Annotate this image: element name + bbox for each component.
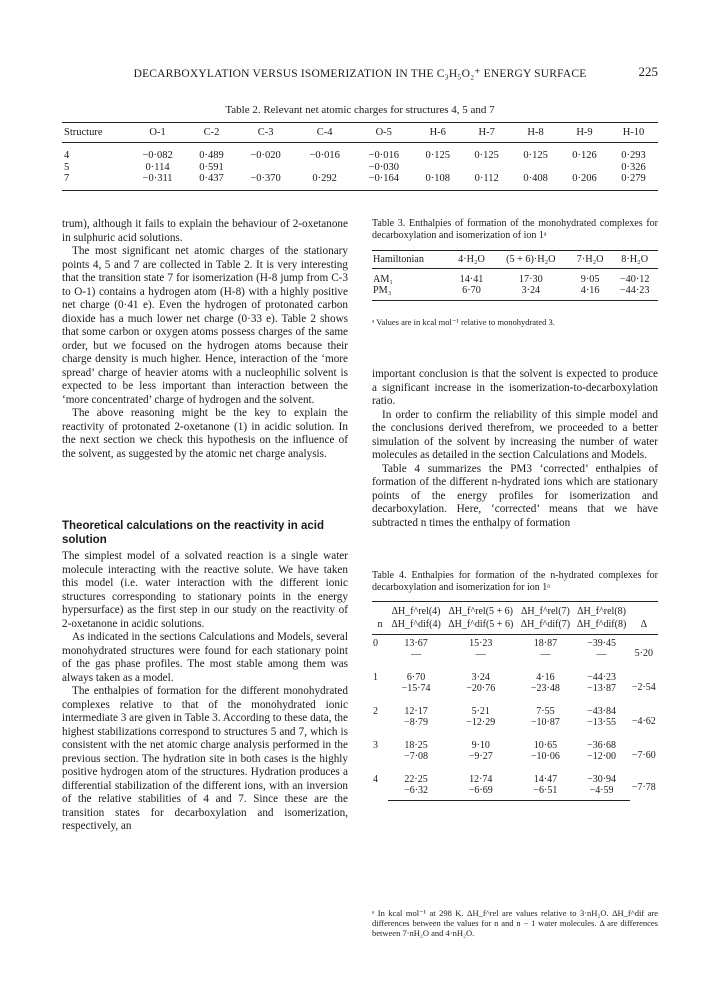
table-cell: −13·87 <box>587 683 617 694</box>
table-row-relative <box>372 703 658 717</box>
table-cell: 4 <box>64 150 70 161</box>
table-cell <box>295 162 354 174</box>
table-cell: 22·25 <box>404 774 428 785</box>
table-row-relative <box>372 771 658 785</box>
table-cell: 18·25 <box>404 740 428 751</box>
table-cell: −7·08 <box>404 751 429 762</box>
left-column-section <box>62 550 348 834</box>
column-header: H-8 <box>511 123 560 143</box>
table-cell: −40·12 <box>619 274 650 285</box>
table-cell <box>462 162 511 174</box>
column-header: ΔH_f^rel(7) <box>517 602 573 619</box>
table-cell: −23·48 <box>530 683 560 694</box>
table-cell: AM₁ <box>373 274 393 285</box>
table-cell: −0·016 <box>309 150 340 161</box>
table3 <box>372 250 658 301</box>
table-cell: −43·84 <box>587 706 617 717</box>
table-cell: 3·24 <box>493 285 569 301</box>
column-header: ΔH_f^dif(7) <box>517 618 573 635</box>
table3-footnote: ᵃ Values are in kcal mol⁻¹ relative to monohydrated 3. <box>372 317 555 327</box>
table-cell: 10·65 <box>533 740 558 751</box>
delta-cell: −7·78 <box>631 781 656 793</box>
table-row-difference <box>372 717 658 737</box>
running-head <box>62 66 658 80</box>
table4-footnote: ᵃ In kcal mol⁻¹ at 298 K. ΔH_f^rel are values relative to 3·nH₂O. ΔH_f^dif are differences between the values for n and n − 1 water molecules. Δ are differences between 7·nH₂O and 4·nH₂O. <box>372 908 658 938</box>
column-header: C-3 <box>236 123 295 143</box>
table-row-relative <box>372 669 658 683</box>
paragraph: trum), although it fails to explain the behaviour of 2-oxetanone in sulphuric acid solutions. <box>62 218 348 244</box>
delta-cell: −7·60 <box>631 750 656 761</box>
table-cell: 6·70 <box>450 285 493 301</box>
table-cell: 6·70 <box>406 672 426 683</box>
table-cell <box>560 162 609 174</box>
table-cell: — <box>411 649 422 660</box>
table-cell: 0·108 <box>413 173 462 190</box>
table-cell: −0·016 <box>368 150 399 161</box>
table-cell: −20·76 <box>466 683 496 694</box>
table-cell: −10·87 <box>530 717 560 728</box>
row-n: 2 <box>373 706 378 717</box>
table-cell: 12·74 <box>469 774 493 785</box>
table-cell: 0·125 <box>474 150 499 161</box>
table-cell: 0·292 <box>295 173 354 190</box>
column-header: ΔH_f^rel(4) <box>388 602 444 619</box>
table-row <box>62 173 658 190</box>
row-n: 3 <box>373 740 378 751</box>
table-cell: 0·293 <box>621 150 646 161</box>
table-cell: — <box>540 649 551 660</box>
paragraph: The most significant net atomic charges of the stationary points 4, 5 and 7 are collected in Table 2. It is very interesting that the transition state 7 for isomerization (H-8 jump from C-3 to O-1) contains a hydrogen atom (H-8) with a highly positive net charge (0·41 e). Even the hydrogen of protonated carbon dioxide has a much lower net charge (0·33 e). Table 2 shows that some carbon or oxygen atoms possess charges of the same order, but we focused on the hydrogen atoms because their charge density is much higher. Hence, interaction of the ‘more spread’ charge of heavier atoms with a nucleophilic solvent is expected to be less important than interaction between the ‘more concentrated’ charge of hydrogen and the solvent. <box>62 245 348 406</box>
column-header: H-6 <box>413 123 462 143</box>
column-header: H-10 <box>609 123 658 143</box>
column-header: 4·H₂O <box>450 251 493 269</box>
column-header: O-5 <box>354 123 413 143</box>
column-header: (5 + 6)·H₂O <box>493 251 569 269</box>
table-row <box>62 143 658 162</box>
table-row-difference <box>372 751 658 771</box>
table-cell: −15·74 <box>401 683 431 694</box>
column-header: C-2 <box>187 123 236 143</box>
table-cell: 4·16 <box>536 672 555 683</box>
column-header: ΔH_f^dif(5 + 6) <box>444 618 517 635</box>
table-row-difference <box>372 785 658 801</box>
column-header: ΔH_f^dif(8) <box>573 618 629 635</box>
table-cell: 0·125 <box>523 150 548 161</box>
table-row <box>372 285 658 301</box>
column-header: H-7 <box>462 123 511 143</box>
column-header <box>630 602 658 619</box>
table3-caption: Table 3. Enthalpies of formation of the monohydrated complexes for decarboxylation and isomerization of ion 1ᵃ <box>372 218 658 241</box>
table4-caption: Table 4. Enthalpies for formation of the n-hydrated complexes for decarboxylation and isomerization for ion 1ᵃ <box>372 570 658 593</box>
table-cell: −13·55 <box>587 717 617 728</box>
table-cell: PM₃ <box>372 285 450 301</box>
table-cell <box>413 162 462 174</box>
table-row-relative <box>372 635 658 650</box>
table-cell: 0·591 <box>199 161 224 173</box>
table-cell: 14·41 <box>459 274 484 285</box>
table-row-difference <box>372 649 658 669</box>
table-cell: −9·27 <box>468 751 493 762</box>
table-cell: 5·21 <box>471 706 490 717</box>
table-cell: 15·23 <box>469 638 493 649</box>
delta-cell: −4·62 <box>631 716 656 727</box>
column-header: H-9 <box>560 123 609 143</box>
column-header: Δ <box>630 618 658 635</box>
column-header: O-1 <box>128 123 187 143</box>
table-cell: 0·126 <box>572 150 597 161</box>
column-header: ΔH_f^rel(5 + 6) <box>444 602 517 619</box>
table-cell: −44·23 <box>587 672 617 683</box>
table-cell: 0·279 <box>609 173 658 190</box>
table2 <box>62 122 658 191</box>
table-cell: −36·68 <box>587 740 617 751</box>
table-cell: −30·94 <box>587 774 617 785</box>
table-cell: −10·06 <box>530 751 560 762</box>
table-cell: 0·408 <box>511 173 560 190</box>
table-cell: 3·24 <box>471 672 490 683</box>
row-n: 4 <box>373 774 378 785</box>
table-cell: 0·437 <box>187 173 236 190</box>
page-number: 225 <box>638 64 658 79</box>
table-cell: −6·69 <box>444 785 517 801</box>
row-n: 0 <box>373 638 378 649</box>
table-cell: 0·114 <box>145 161 170 173</box>
table-cell: 12·17 <box>404 706 428 717</box>
table-cell: 4·16 <box>569 285 612 301</box>
table-cell: −6·32 <box>388 785 444 801</box>
table-cell: −12·29 <box>466 717 496 728</box>
table-cell: — <box>596 649 607 660</box>
table-cell: 0·489 <box>199 150 224 161</box>
table-cell: −4·59 <box>573 785 629 801</box>
table-cell: 5 <box>64 161 70 173</box>
table-cell <box>511 162 560 174</box>
table-cell: −0·020 <box>250 150 281 161</box>
delta-cell: −2·54 <box>631 682 656 693</box>
running-title: DECARBOXYLATION VERSUS ISOMERIZATION IN THE C₃H₅O₂⁺ ENERGY SURFACE <box>133 68 587 80</box>
table-cell: 0·125 <box>425 150 450 161</box>
table2-caption: Table 2. Relevant net atomic charges for structures 4, 5 and 7 <box>225 104 495 116</box>
table-cell: −0·311 <box>128 173 187 190</box>
column-header: n <box>372 618 388 635</box>
table-cell: 13·67 <box>404 638 428 649</box>
column-header <box>372 602 388 619</box>
table-cell: 9·10 <box>471 740 490 751</box>
table-cell: 17·30 <box>518 274 543 285</box>
column-header: Hamiltonian <box>372 251 450 269</box>
paragraph: The above reasoning might be the key to explain the reactivity of protonated 2-oxetanone (1) in acidic solution. In the next section we check this hypothesis on the influence of the solvent, as suggested by the atomic net charge analysis. <box>62 407 348 460</box>
table-cell: 14·47 <box>533 774 558 785</box>
table-cell: −8·79 <box>404 717 429 728</box>
column-header: 8·H₂O <box>611 251 658 269</box>
table-cell: −0·164 <box>354 173 413 190</box>
row-n: 1 <box>373 672 378 683</box>
paragraph: In order to confirm the reliability of this simple model and the conclusions derived therefrom, we proceeded to a better simulation of the solvent by increasing the number of water molecules as detailed in the section Calculations and Models. <box>372 408 658 461</box>
table-row-difference <box>372 683 658 703</box>
column-header: C-4 <box>295 123 354 143</box>
table-row <box>62 162 658 174</box>
column-header: 7·H₂O <box>569 251 612 269</box>
table-cell <box>236 162 295 174</box>
table-cell: −12·00 <box>587 751 617 762</box>
table-cell: −39·45 <box>587 638 617 649</box>
table-cell: −0·030 <box>368 161 399 173</box>
column-header: ΔH_f^rel(8) <box>573 602 629 619</box>
table-row-relative <box>372 737 658 751</box>
table-row <box>372 269 658 286</box>
table4 <box>372 601 658 801</box>
table-cell: −44·23 <box>611 285 658 301</box>
table-cell: 0·112 <box>462 173 511 190</box>
paragraph: The enthalpies of formation for the different monohydrated complexes relative to that of the monohydrated ionic intermediate 3 are given in Table 3. According to these data, the highest stabilizations correspond to structures 5 and 7, which is consistent with the net atomic charge analysis performed in the previous section. The hydration site in both cases is the highly positive hydrogen atom of the structures. Hydration produces a differential stabilization of the different ions, with an inversion of the relative stabilities of 4 and 7. Since these are the transition states for decarboxylation and isomerization, respectively, an <box>62 685 348 832</box>
table-cell: −0·082 <box>142 150 173 161</box>
paragraph: important conclusion is that the solvent is expected to produce a significant increase in the isomerization-to-decarboxylation ratio. <box>372 368 658 407</box>
table-cell: −6·51 <box>517 785 573 801</box>
table-cell: −0·370 <box>236 173 295 190</box>
column-header: ΔH_f^dif(4) <box>388 618 444 635</box>
paragraph: The simplest model of a solvated reaction is a single water molecule interacting with the reactive solute. We have taken this model (i.e. water interaction with the different ionic structures corresponding to stationary points in the energy hypersurface) as the first step in our study on the reactivity of 2-oxetanone in acidic solutions. <box>62 550 348 630</box>
table-cell: — <box>475 649 486 660</box>
table-cell: 0·206 <box>560 173 609 190</box>
table-cell: 7·55 <box>536 706 555 717</box>
table-cell: 7 <box>62 173 128 190</box>
paragraph: Table 4 summarizes the PM3 ‘corrected’ enthalpies of formation of the different n-hydrated ions which are stationary points of the energy profiles for isomerization and decarboxylation. Here, ‘corrected’ means that we have subtracted n times the enthalpy of formation <box>372 462 658 529</box>
paragraph: As indicated in the sections Calculations and Models, several monohydrated structures were found for each stationary point of the gas phase profiles. The most stable among them was always taken as a model. <box>62 631 348 684</box>
table-cell: 9·05 <box>580 274 600 285</box>
column-header: Structure <box>62 123 128 143</box>
left-column-top <box>62 218 348 461</box>
table-cell: 18·87 <box>533 638 558 649</box>
section-heading: Theoretical calculations on the reactivity in acid solution <box>62 520 325 546</box>
right-column <box>372 368 658 530</box>
table-cell: 0·326 <box>621 161 646 173</box>
delta-cell: 5·20 <box>634 648 653 659</box>
